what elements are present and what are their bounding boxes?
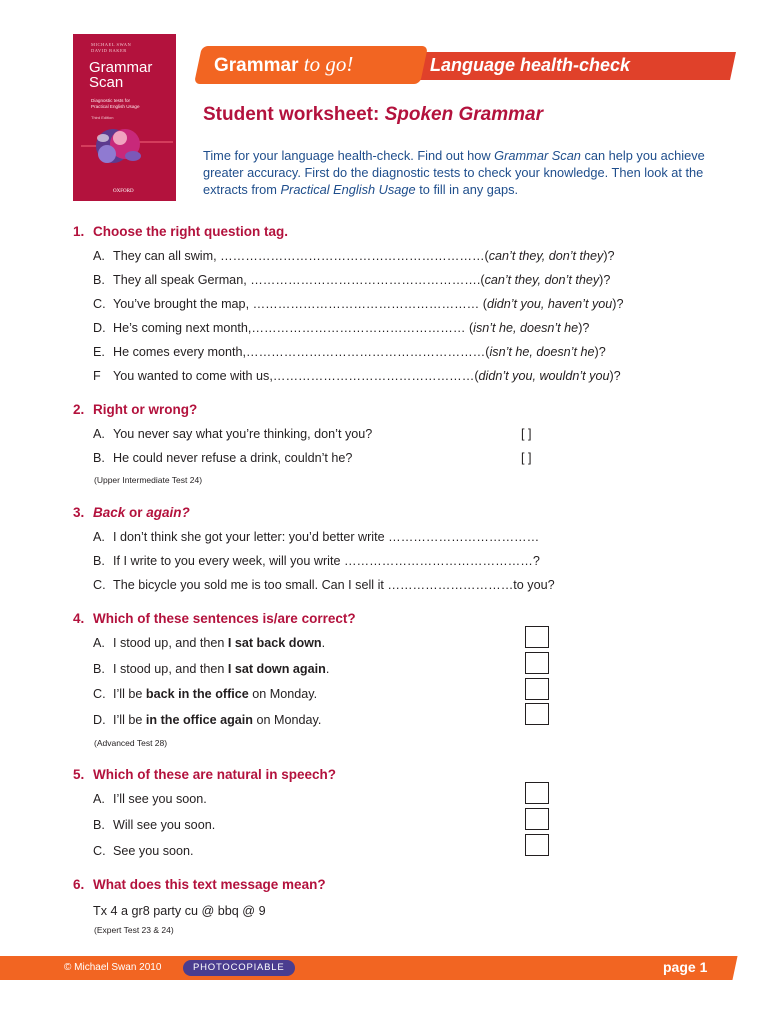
item-text-post: on Monday. bbox=[248, 687, 318, 701]
page-number: page 1 bbox=[663, 959, 708, 975]
brand-italic: to go! bbox=[303, 52, 354, 76]
item-letter: E. bbox=[93, 345, 105, 359]
item-text: I’ll be bbox=[113, 713, 146, 727]
text-message: Tx 4 a gr8 party cu @ bbq @ 9 bbox=[93, 904, 266, 918]
footer-copyright: © Michael Swan 2010 bbox=[64, 962, 162, 973]
item-letter: A. bbox=[93, 792, 105, 806]
item-options: isn’t he, doesn’t he bbox=[489, 345, 595, 359]
item-letter: C. bbox=[93, 578, 106, 592]
item-letter: B. bbox=[93, 662, 105, 676]
photocopiable-badge: PHOTOCOPIABLE bbox=[183, 960, 295, 976]
item-options: can’t they, don’t they bbox=[488, 249, 604, 263]
question-heading-text: Right or wrong? bbox=[93, 402, 198, 417]
test-source-note: (Expert Test 23 & 24) bbox=[94, 925, 174, 935]
answer-bracket[interactable]: [ ] bbox=[521, 451, 532, 465]
answer-checkbox[interactable] bbox=[525, 834, 549, 856]
list-item bbox=[93, 451, 352, 465]
item-tail: )? bbox=[609, 369, 621, 383]
list-item bbox=[93, 345, 606, 359]
item-bold-phrase: I sat back down bbox=[227, 636, 322, 650]
item-options: can’t they, don’t they bbox=[484, 273, 600, 287]
question-number: 3. bbox=[73, 505, 85, 520]
question-5-heading bbox=[73, 767, 336, 782]
item-text: I’ll see you soon. bbox=[113, 792, 207, 806]
question-heading-text: Choose the right question tag. bbox=[93, 224, 288, 239]
question-1-heading bbox=[73, 224, 288, 239]
intro-italic-2: Practical English Usage bbox=[280, 182, 416, 197]
question-number: 6. bbox=[73, 877, 85, 892]
item-letter: A. bbox=[93, 636, 105, 650]
list-item bbox=[93, 792, 207, 806]
item-text: I don’t think she got your letter: you’d better write ……………………………… bbox=[113, 530, 540, 544]
question-3-heading bbox=[73, 505, 190, 520]
answer-checkbox[interactable] bbox=[525, 626, 549, 648]
question-number: 2. bbox=[73, 402, 85, 417]
list-item bbox=[93, 273, 610, 287]
item-bold-phrase: I sat down again bbox=[227, 662, 326, 676]
worksheet-title-prefix: Student worksheet: bbox=[203, 104, 380, 125]
list-item bbox=[93, 636, 325, 650]
question-4-heading bbox=[73, 611, 356, 626]
test-source-note: (Advanced Test 28) bbox=[94, 738, 168, 748]
item-tail: )? bbox=[594, 345, 606, 359]
item-letter: C. bbox=[93, 687, 106, 701]
item-letter: A. bbox=[93, 427, 105, 441]
item-bold-phrase: back in the office bbox=[145, 687, 249, 701]
intro-paragraph bbox=[203, 147, 723, 198]
list-item bbox=[93, 687, 317, 701]
item-text: You’ve brought the map, ……………………………………………… ( bbox=[113, 297, 487, 311]
intro-text-3: to fill in any gaps. bbox=[415, 182, 519, 197]
brand-word: Grammar bbox=[214, 55, 299, 76]
cover-author-2: DAVID BAKER bbox=[91, 48, 127, 53]
item-letter: B. bbox=[93, 273, 105, 287]
worksheet-title-italic: Spoken Grammar bbox=[384, 104, 543, 125]
answer-checkbox[interactable] bbox=[525, 652, 549, 674]
item-text-post: . bbox=[325, 662, 330, 676]
item-text: The bicycle you sold me is too small. Can I sell it …………………………to you? bbox=[113, 578, 555, 592]
list-item bbox=[93, 369, 621, 383]
test-source-note: (Upper Intermediate Test 24) bbox=[94, 475, 203, 485]
item-options: didn’t you, wouldn’t you bbox=[478, 369, 610, 383]
item-text: I stood up, and then bbox=[113, 662, 228, 676]
brand-title bbox=[214, 50, 353, 80]
cover-edition: Third Edition bbox=[91, 115, 114, 120]
item-text: I’ll be bbox=[113, 687, 146, 701]
list-item bbox=[93, 297, 623, 311]
list-item bbox=[93, 713, 321, 727]
cover-author-1: MICHAEL SWAN bbox=[91, 42, 132, 47]
item-text-post: . bbox=[321, 636, 326, 650]
item-letter: D. bbox=[93, 321, 106, 335]
item-letter: B. bbox=[93, 554, 105, 568]
item-letter: F bbox=[93, 369, 101, 383]
answer-checkbox[interactable] bbox=[525, 678, 549, 700]
header-subtitle: Language health-check bbox=[430, 55, 631, 75]
book-cover-image bbox=[73, 34, 176, 201]
item-letter: C. bbox=[93, 844, 106, 858]
item-letter: D. bbox=[93, 713, 106, 727]
cover-title-line2: Scan bbox=[89, 74, 124, 91]
item-text-post: on Monday. bbox=[252, 713, 322, 727]
item-text: If I write to you every week, will you write ………………………………………? bbox=[113, 554, 540, 568]
cover-illustration bbox=[73, 34, 176, 201]
answer-checkbox[interactable] bbox=[525, 703, 549, 725]
list-item bbox=[93, 554, 540, 568]
list-item bbox=[93, 530, 539, 544]
item-letter: A. bbox=[93, 530, 105, 544]
item-text: You never say what you’re thinking, don’t you? bbox=[113, 427, 373, 441]
item-options: didn’t you, haven’t you bbox=[486, 297, 613, 311]
answer-checkbox[interactable] bbox=[525, 782, 549, 804]
item-bold-phrase: in the office again bbox=[145, 713, 253, 727]
intro-text-1: Time for your language health-check. Find out how bbox=[203, 148, 495, 163]
list-item bbox=[93, 578, 555, 592]
answer-checkbox[interactable] bbox=[525, 808, 549, 830]
question-heading-italic: Back bbox=[93, 505, 126, 520]
worksheet-title bbox=[203, 104, 543, 126]
item-letter: B. bbox=[93, 451, 105, 465]
question-number: 4. bbox=[73, 611, 85, 626]
item-text: They can all swim, ………………………………………………………( bbox=[113, 249, 489, 263]
item-text: See you soon. bbox=[113, 844, 194, 858]
item-text: He’s coming next month,…………………………………………… ( bbox=[113, 321, 474, 335]
list-item bbox=[93, 844, 194, 858]
cover-subtitle-line2: Practical English Usage bbox=[91, 104, 140, 109]
item-letter: A. bbox=[93, 249, 105, 263]
item-tail: )? bbox=[603, 249, 615, 263]
intro-text-2: can help you achieve greater accuracy. First do the diagnostic tests to check your knowledge. Then look at the extracts from bbox=[203, 148, 705, 197]
item-text: Will see you soon. bbox=[113, 818, 216, 832]
item-text: They all speak German, ……………………………………………….( bbox=[113, 273, 485, 287]
question-2-heading bbox=[73, 402, 197, 417]
intro-italic-1: Grammar Scan bbox=[494, 148, 581, 163]
item-tail: )? bbox=[599, 273, 611, 287]
list-item bbox=[93, 662, 329, 676]
list-item bbox=[93, 818, 215, 832]
question-number: 1. bbox=[73, 224, 85, 239]
question-heading-text: Which of these sentences is/are correct? bbox=[93, 611, 356, 626]
item-text: He could never refuse a drink, couldn’t he? bbox=[113, 451, 353, 465]
cover-subtitle-line1: Diagnostic tests for bbox=[91, 98, 131, 103]
cover-title-line1: Grammar bbox=[89, 59, 153, 76]
question-heading-text: What does this text message mean? bbox=[93, 877, 326, 892]
list-item bbox=[93, 249, 615, 263]
item-tail: )? bbox=[612, 297, 624, 311]
question-6-heading bbox=[73, 877, 326, 892]
answer-bracket[interactable]: [ ] bbox=[521, 427, 532, 441]
question-heading-text: or bbox=[125, 505, 147, 520]
question-heading-italic: again? bbox=[146, 505, 190, 520]
item-tail: )? bbox=[578, 321, 590, 335]
list-item bbox=[93, 427, 372, 441]
item-letter: C. bbox=[93, 297, 106, 311]
item-text: He comes every month,…………………………………………………( bbox=[113, 345, 490, 359]
item-text: You wanted to come with us,…………………………………………( bbox=[113, 369, 479, 383]
item-options: isn’t he, doesn’t he bbox=[473, 321, 579, 335]
list-item bbox=[93, 321, 589, 335]
question-heading-text: Which of these are natural in speech? bbox=[93, 767, 337, 782]
item-letter: B. bbox=[93, 818, 105, 832]
cover-publisher: OXFORD bbox=[113, 189, 134, 194]
item-text: I stood up, and then bbox=[113, 636, 228, 650]
question-number: 5. bbox=[73, 767, 85, 782]
